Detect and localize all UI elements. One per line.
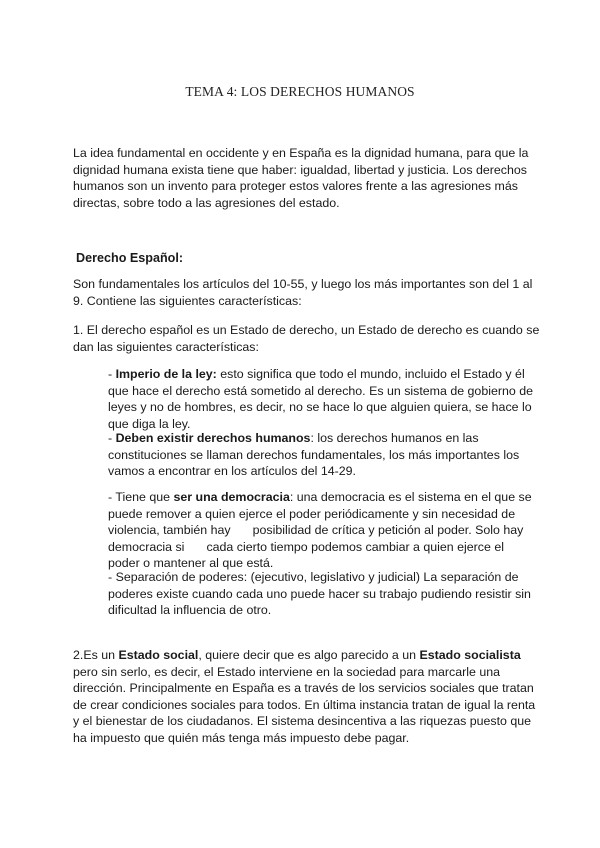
page-title: TEMA 4: LOS DERECHOS HUMANOS xyxy=(185,84,415,99)
section-heading: Derecho Español: xyxy=(76,251,184,265)
bullet-bold-term: Deben existir derechos humanos xyxy=(115,431,311,445)
bullet-bold-term: Imperio de la ley: xyxy=(115,367,217,381)
point-2-bold-socialista: Estado socialista xyxy=(419,648,521,662)
bullet-prefix: - xyxy=(108,431,116,445)
intro-paragraph: La idea fundamental en occidente y en España es la dignidad humana, para que la dignidad humana exista tiene que haber: igualdad, libertad y justicia. Los derechos humanos son un invento para proteger estos valores frente a las agresiones más directas, sobre todo a las agresiones del estado. xyxy=(73,146,529,210)
bullet-text: : los derechos humanos en las constituciones se llaman derechos fundamentales, los más importantes los vamos a encontrar en los artículos del 14-29. xyxy=(108,431,520,478)
articles-paragraph: Son fundamentales los artículos del 10-55, y luego los más importantes son del 1 al 9. Contiene las siguientes características: xyxy=(73,277,533,308)
bullet-derechos-humanos xyxy=(108,430,536,480)
bullet-bold-term: ser una democracia xyxy=(173,490,290,504)
bullet-text-a: : una democracia es el sistema en el que se puede remover a quien ejerce el poder periódicamente y sin necesidad de violencia, también hay xyxy=(108,490,532,537)
bullet-prefix: - xyxy=(108,367,116,381)
bullet-imperio-ley xyxy=(108,366,536,432)
point-2-text: pero sin serlo, es decir, el Estado interviene en la sociedad para marcarle una dirección. Principalmente en España es a través de los servicios sociales que tratan de crear condiciones sociales para todos. En última instancia tratan de igual la renta y el bienestar de los ciudadanos. El sistema desincentiva a las riquezas puesto que ha impuesto que quién más tenga más impuesto debe pagar. xyxy=(73,664,536,745)
bullet-text-c: cada cierto tiempo podemos cambiar a quien ejerce el poder o mantener al que está. xyxy=(108,539,504,570)
point-1-paragraph: 1. El derecho español es un Estado de derecho, un Estado de derecho es cuando se dan las siguientes características: xyxy=(73,323,540,354)
bullet-separacion-poderes: - Separación de poderes: (ejecutivo, legislativo y judicial) La separación de poderes existe cuando cada uno puede hacer su trabajo pudiendo resistir sin dificultad la influencia de otro. xyxy=(108,570,531,617)
bullet-prefix: - Tiene que xyxy=(108,490,174,504)
point-2-mid: , quiere decir que es algo parecido a un xyxy=(198,648,420,662)
point-2-paragraph xyxy=(73,647,538,746)
bullet-democracia xyxy=(108,489,536,572)
point-2-prefix: 2.Es un xyxy=(73,648,119,662)
bullet-text-b: posibilidad de crítica y petición al poder. Solo hay democracia si xyxy=(108,523,524,554)
point-2-bold-social: Estado social xyxy=(118,648,199,662)
bullet-text: esto significa que todo el mundo, incluido el Estado y él que hace el derecho está sometido al derecho. Es un sistema de gobierno de leyes y no de hombres, es decir, no se hace lo que alguien quiera, se hace lo que diga la ley. xyxy=(108,367,533,431)
